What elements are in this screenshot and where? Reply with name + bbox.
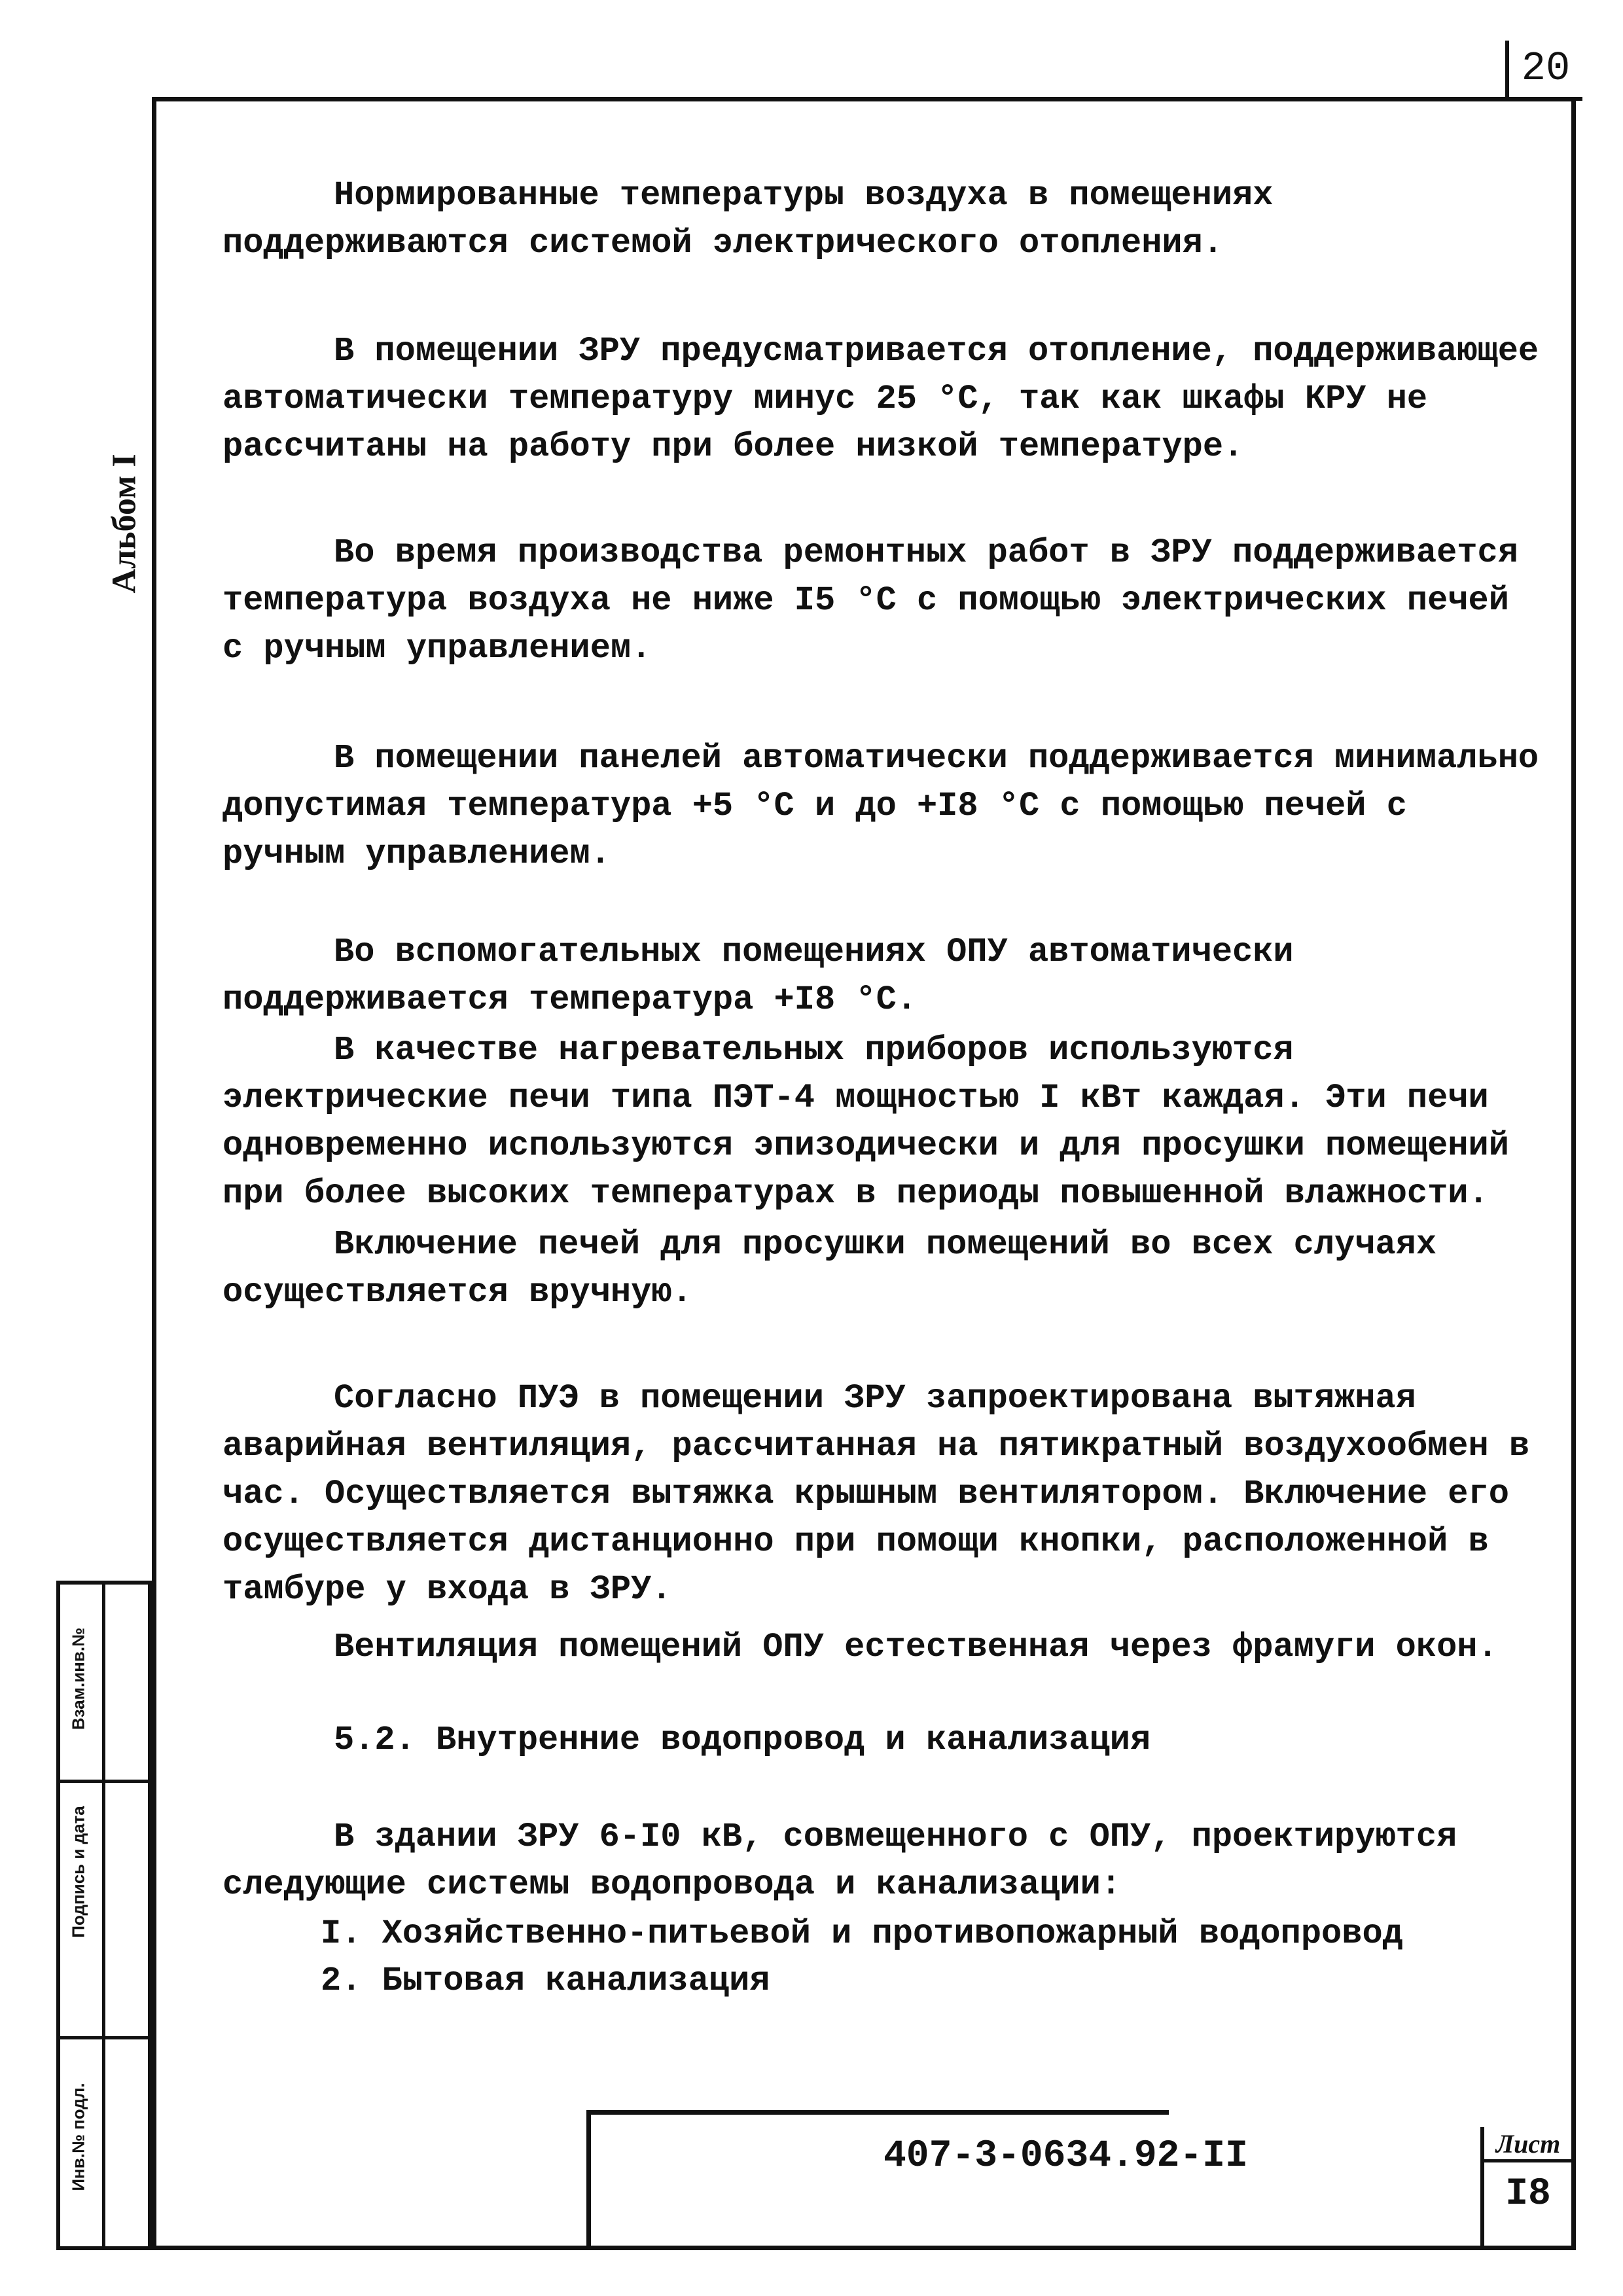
page-number: 20 [1505,41,1582,101]
list-item [223,1957,1544,2005]
paragraph [223,529,1544,672]
album-label: Альбом I [105,454,143,594]
paragraph [223,1026,1544,1217]
paragraph-text: В здании ЗРУ 6-I0 кВ, совмещенного с ОПУ, проектируются следующие системы водопровода и канализации: [223,1818,1457,1904]
paragraph [223,734,1544,878]
side-label-inv-replace: Взам.инв.№ [68,1627,88,1731]
paragraph-text: В качестве нагревательных приборов используются электрические печи типа ПЭТ-4 мощностью I кВт каждая. Эти печи одновременно используются эпизодически и для просушки помещений при более высоких температурах в периоды повышенной влажности. [223,1031,1509,1213]
paragraph-text: Вентиляция помещений ОПУ естественная через фрамуги окон. [334,1628,1498,1666]
title-block [586,2110,1169,2250]
list-item-text: 2. Бытовая канализация [321,1962,770,2000]
paragraph-text: В помещении ЗРУ предусматривается отопление, поддерживающее автоматически температуру минус 25 °С, так как шкафы КРУ не рассчитаны на работу при более низкой температуре. [223,332,1539,466]
side-column-divider [102,1585,105,2246]
paragraph [223,171,1544,267]
paragraph [223,1623,1544,1671]
list-item [223,1910,1544,1958]
list-item-text: I. Хозяйственно-питьевой и противопожарный водопровод [321,1914,1403,1953]
paragraph-text: Во вспомогательных помещениях ОПУ автоматически поддерживается температура +I8 °С. [223,933,1294,1019]
paragraph [223,928,1544,1024]
paragraph [223,327,1544,471]
sheet-label: Лист [1480,2128,1576,2162]
side-label-sign-date: Подпись и дата [68,1806,88,1938]
side-row-divider [60,2036,148,2039]
paragraph-text: Нормированные температуры воздуха в помещениях поддерживаются системой электрического отопления. [223,176,1274,262]
paragraph [223,1813,1544,1909]
section-heading-text: 5.2. Внутренние водопровод и канализация [334,1721,1151,1759]
section-heading [223,1716,1544,1764]
paragraph-text: В помещении панелей автоматически поддерживается минимально допустимая температура +5 °С и до +I8 °С с помощью печей с ручным управлением. [223,739,1539,873]
paragraph-text: Во время производства ремонтных работ в ЗРУ поддерживается температура воздуха не ниже I5 °С с помощью электрических печей с ручным управлением. [223,533,1518,668]
side-row-divider [60,1780,148,1783]
paragraph [223,1221,1544,1316]
paragraph-text: Согласно ПУЭ в помещении ЗРУ запроектирована вытяжная аварийная вентиляция, рассчитанная на пятикратный воздухообмен в час. Осуществляется вытяжка крышным вентилятором. Включение его осуществляется дистанционно при помощи кнопки, расположенной в тамбуре у входа в ЗРУ. [223,1379,1530,1609]
side-label-inv-orig: Инв.№ подл. [68,2083,88,2191]
paragraph-text: Включение печей для просушки помещений во всех случаях осуществляется вручную. [223,1225,1437,1312]
sheet-number: I8 [1505,2173,1551,2215]
document-code: 407-3-0634.92-II [883,2135,1248,2178]
paragraph [223,1374,1544,1613]
